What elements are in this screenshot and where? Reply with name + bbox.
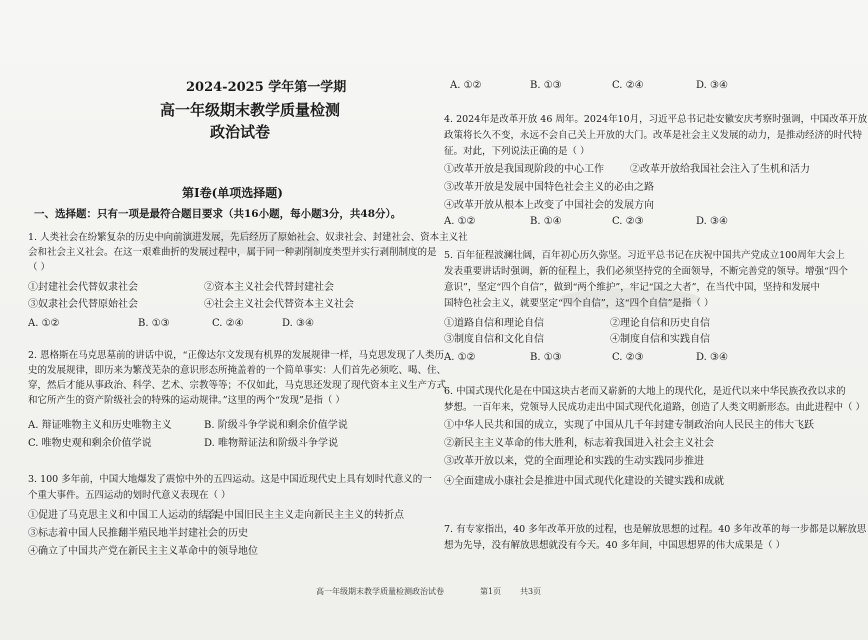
- question-line: 政策将长久不变，永远不会自己关上开放的大门。改革是社会主义发展的动力，是推动经济的时代特: [444, 130, 863, 141]
- answer-choice: B. 阶级斗争学说和剩余价值学说: [204, 420, 348, 431]
- question-line: 穿，然后才能从事政治、科学、艺术、宗教等等；不仅如此，马克思还发现了现代资本主义生产方式: [28, 380, 447, 391]
- option: ①中华人民共和国的成立，实现了中国从几千年封建专制政治向人民民主的伟大飞跃: [444, 420, 814, 431]
- question-line: 3. 100 多年前，中国大地爆发了震惊中外的五四运动。这是中国近现代史上具有划时代意义的一: [28, 474, 432, 485]
- answer-choice: D. ③④: [696, 216, 728, 227]
- answer-choice: D. ③④: [282, 318, 314, 329]
- answer-choice: D. ③④: [696, 80, 728, 91]
- option: ④确立了中国共产党在新民主主义革命中的领导地位: [28, 546, 258, 557]
- question-line: 想为先导，没有解放思想就没有今天。40 多年间，中国思想界的伟大成果是（ ）: [444, 540, 786, 551]
- right-column: [434, 0, 868, 640]
- footer-total: 共3页: [520, 587, 542, 596]
- answer-choice: D. ③④: [696, 352, 728, 363]
- answer-choice: D. 唯物辩证法和阶级斗争学说: [204, 438, 339, 449]
- answer-choice: A. ①②: [444, 216, 476, 227]
- footer-page: 第1页: [480, 587, 502, 596]
- answer-choice: B. ①③: [138, 318, 170, 329]
- option: ①道路自信和理论自信: [444, 318, 544, 329]
- question-line: 6. 中国式现代化是在中国这块古老而又崭新的大地上的现代化，是近代以来中华民族孜孜以求的: [444, 386, 846, 397]
- question-line: 1. 人类社会在纷繁复杂的历史中向前演进发展，先后经历了原始社会、奴隶社会、封建社会、资本主义社: [28, 232, 468, 243]
- question-line: 意识”，坚定“四个自信”，做到“两个维护”，牢记“国之大者”，在当代中国，坚持和发展中: [444, 282, 820, 293]
- footer-title: 高一年级期末教学质量检测政治试卷: [316, 587, 444, 596]
- option: ②新民主主义革命的伟大胜利，标志着我国进入社会主义社会: [444, 438, 714, 449]
- question-line: 2. 恩格斯在马克思墓前的讲话中说，“正像达尔文发现有机界的发展规律一样，马克思发现了人类历: [28, 350, 444, 361]
- exam-line: 高一年级期末教学质量检测: [160, 101, 341, 119]
- question-line: 会和社会主义社会。在这一艰难曲折的发展过程中，属于同一种剥削制度类型并实行剥削制度的是: [28, 247, 437, 258]
- option: ④社会主义社会代替资本主义社会: [204, 299, 354, 310]
- question-line: 国特色社会主义，就要坚定“四个自信”，这“四个自信”是指（ ）: [444, 298, 714, 309]
- question-line: 史的发展规律，即历来为繁茂芜杂的意识形态所掩盖着的一个简单事实：人们首先必须吃、喝、住、: [28, 365, 447, 376]
- part-title: 第Ⅰ卷(单项选择题): [182, 186, 283, 200]
- option: ④全面建成小康社会是推进中国式现代化建设的关键实践和成就: [444, 476, 724, 487]
- answer-choice: A. ①②: [450, 80, 482, 91]
- question-line: （ ）: [28, 262, 51, 273]
- question-line: 7. 有专家指出，40 多年改革开放的过程，也是解放思想的过程。40 多年改革的每一步都是以解放思: [444, 524, 867, 535]
- answer-choice: C. ②③: [612, 352, 644, 363]
- option: ③改革开放是发展中国特色社会主义的必由之路: [444, 182, 654, 193]
- answer-choice: A. ①②: [28, 318, 60, 329]
- option: ①封建社会代替奴隶社会: [28, 282, 138, 293]
- year-line: 2024-2025 学年第一学期: [186, 80, 347, 95]
- option: ②资本主义社会代替封建社会: [204, 282, 334, 293]
- answer-choice: A. 辩证唯物主义和历史唯物主义: [28, 420, 172, 431]
- answer-choice: C. 唯物史观和剩余价值学说: [28, 438, 152, 449]
- question-line: 征。对此，下列说法正确的是（ ）: [444, 146, 590, 157]
- question-line: 5. 百年征程波澜壮阔，百年初心历久弥坚。习近平总书记在庆祝中国共产党成立100周年大会上: [444, 250, 845, 261]
- option: ①改革开放是我国现阶段的中心工作: [444, 164, 604, 175]
- option: ③奴隶社会代替原始社会: [28, 299, 138, 310]
- question-line: 梦想。一百年来，党领导人民成功走出中国式现代化道路，创造了人类文明新形态。由此进程中（ ）: [444, 402, 866, 413]
- option: ④改革开放从根本上改变了中国社会的发展方向: [444, 200, 654, 211]
- instruction: 一、选择题：只有一项是最符合题目要求（共16小题，每小题3分，共48分）。: [34, 208, 402, 220]
- option: ②是中国旧民主主义走向新民主主义的转折点: [204, 510, 404, 521]
- answer-choice: A. ①②: [444, 352, 476, 363]
- question-line: 和它所产生的资产阶级社会的特殊的运动规律。”这里的两个“发现”是指（ ）: [28, 395, 345, 406]
- answer-choice: B. ①③: [530, 352, 562, 363]
- option: ④制度自信和实践自信: [610, 334, 710, 345]
- option: ②改革开放给我国社会注入了生机和活力: [630, 164, 810, 175]
- option: ③标志着中国人民推翻半殖民地半封建社会的历史: [28, 528, 248, 539]
- option: ③改革开放以来，党的全面理论和实践的生动实践同步推进: [444, 456, 704, 467]
- answer-choice: C. ②④: [212, 318, 244, 329]
- subject-line: 政治试卷: [210, 123, 271, 141]
- option: ①促进了马克思主义和中国工人运动的结合: [28, 510, 218, 521]
- answer-choice: B. ①③: [530, 80, 562, 91]
- question-line: 发表重要讲话时强调，新的征程上，我们必须坚持党的全面领导，不断完善党的领导。增强“四个: [444, 266, 848, 277]
- option: ③制度自信和文化自信: [444, 334, 544, 345]
- question-line: 4. 2024年是改革开放 46 周年。2024年10月，习近平总书记赴安徽安庆考察时强调，中国改革开放: [444, 114, 868, 125]
- answer-choice: C. ②④: [612, 80, 644, 91]
- answer-choice: B. ①④: [530, 216, 562, 227]
- option: ②理论自信和历史自信: [610, 318, 710, 329]
- answer-choice: C. ②③: [612, 216, 644, 227]
- question-line: 个重大事件。五四运动的划时代意义表现在（ ）: [28, 490, 231, 501]
